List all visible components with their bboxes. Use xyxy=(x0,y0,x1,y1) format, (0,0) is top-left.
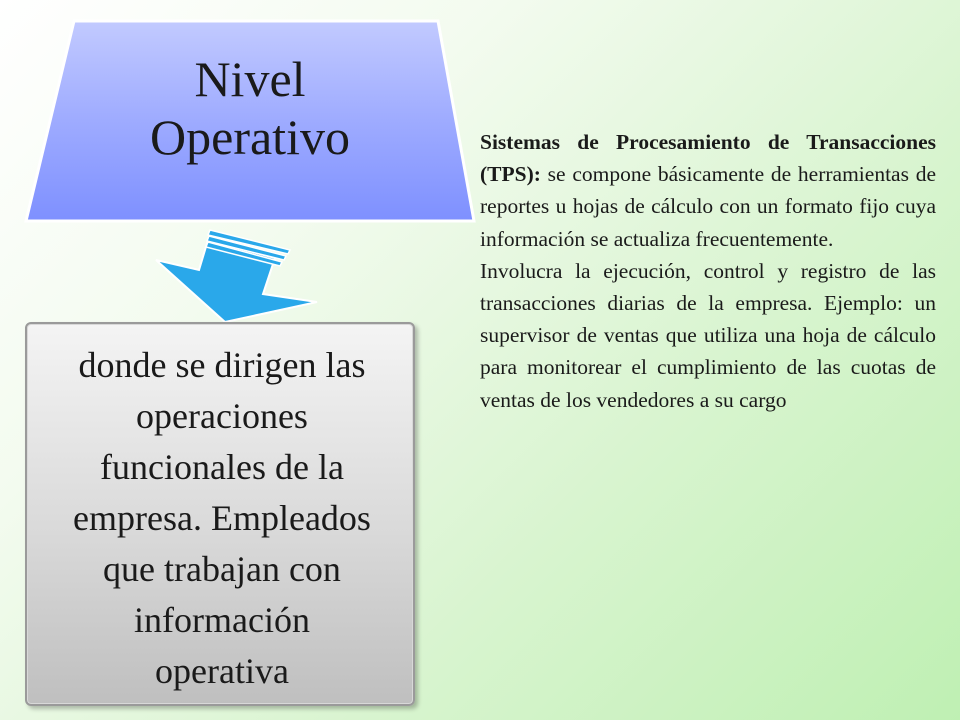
description-line: empresa. Empleados xyxy=(73,498,371,538)
level-title xyxy=(22,50,478,166)
down-left-arrow-icon xyxy=(155,228,325,324)
tps-detail-paragraph: Involucra la ejecución, control y registro de las transacciones diarias de la empresa. Ejemplo: un supervisor de ventas que utiliza una hoja de cálculo para monitorear el cumplimiento de las cuotas de ventas de los vendedores a su cargo xyxy=(480,258,936,412)
description-text xyxy=(27,340,417,697)
description-line: funcionales de la xyxy=(100,447,344,487)
description-line: donde se dirigen las xyxy=(78,345,366,385)
level-title-line2: Operativo xyxy=(150,109,350,165)
tps-intro: se compone básicamente de herramientas de reportes u hojas de cálculo con un formato fijo cuya información se actualiza frecuentemente. xyxy=(480,162,936,251)
description-line: operaciones xyxy=(136,396,308,436)
tps-description xyxy=(480,126,936,416)
description-box xyxy=(25,322,415,706)
tps-intro-paragraph xyxy=(480,126,936,255)
level-shape xyxy=(22,18,478,226)
tps-heading: Sistemas de Procesamiento de Transacciones (TPS): xyxy=(480,130,936,187)
description-line: que trabajan con xyxy=(103,549,341,589)
level-title-line1: Nivel xyxy=(194,51,306,107)
description-line: operativa xyxy=(155,651,289,691)
description-line: información xyxy=(134,600,310,640)
